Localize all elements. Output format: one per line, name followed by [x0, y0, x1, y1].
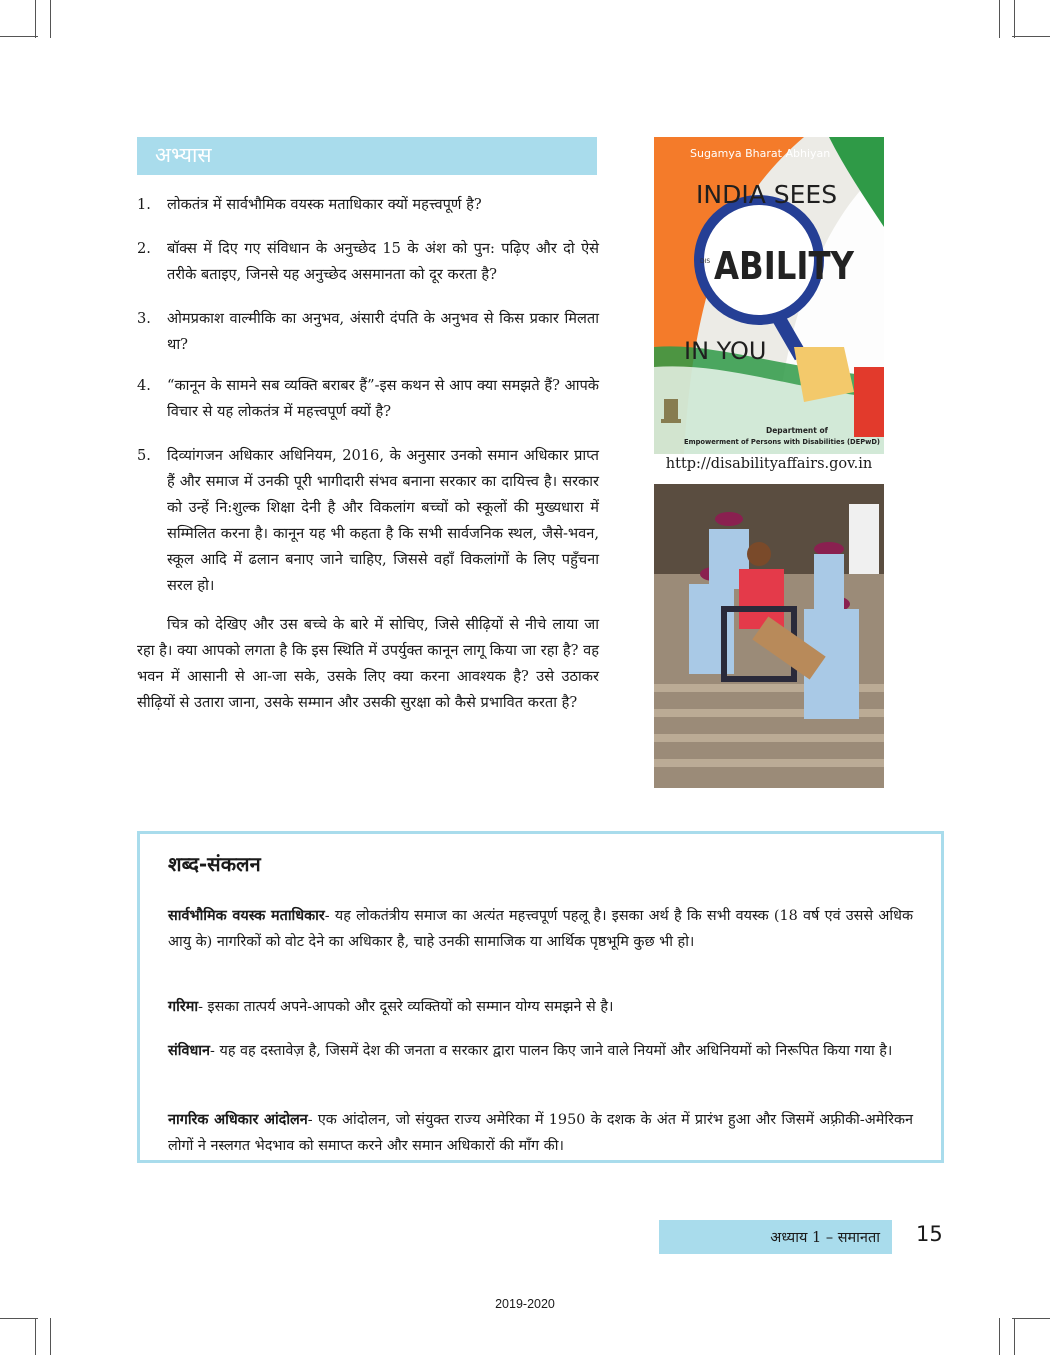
- poster-line1: INDIA SEES: [696, 180, 838, 209]
- question-number: 3.: [137, 310, 151, 327]
- hand-icon: [794, 347, 854, 402]
- chapter-footer: [659, 1220, 892, 1254]
- question-1: [137, 192, 599, 218]
- exercise-title: अभ्यास: [155, 143, 212, 167]
- poster-image: [654, 137, 884, 454]
- poster-dept1: Department of: [766, 426, 828, 435]
- question-number: 4.: [137, 377, 151, 394]
- glossary-box: [137, 831, 944, 1163]
- question-text: दिव्यांगजन अधिकार अधिनियम, 2016, के अनुसार उनको समान अधिकार प्राप्त हैं और समाज में उनकी पूरी भागीदारी संभव बनाना सरकार का दायित्त्व है। सरकार को उन्हें नि:शुल्क शिक्षा देनी है और विकलांग बच्चों को स्कूलों की मुख्यधारा में सम्मिलित करना है। कानून यह भी कहता है कि सभी सार्वजनिक स्थल, जैसे-भवन, स्कूल आदि में ढलान बनाए जाने चाहिए, जिससे वहाँ विकलांगों के लिए पहुँचना सरल हो।: [167, 447, 599, 594]
- poster-header: Sugamya Bharat Abhiyan: [690, 147, 831, 160]
- poster-word: ABILITY: [714, 244, 855, 288]
- glossary-term: सार्वभौमिक वयस्क मताधिकार: [168, 907, 325, 924]
- question-2: [137, 236, 599, 288]
- followup-paragraph: चित्र को देखिए और उस बच्चे के बारे में सोचिए, जिसे सीढ़ियों से नीचे लाया जा रहा है। क्या आपको लगता है कि इस स्थिति में उपर्युक्त कानून लागू किया जा रहा है? वह भवन में आसानी से आ-जा सके, उसके लिए क्या करना आवश्यक है? उसे उठाकर सीढ़ियों से उतारा जाना, उसके सम्मान और उसकी सुरक्षा को कैसे प्रभावित करता है?: [137, 616, 599, 711]
- poster-prefix: DIS: [700, 258, 711, 265]
- poster-line3: IN YOU: [684, 337, 767, 365]
- page-number: 15: [916, 1222, 943, 1246]
- red-block: [854, 367, 884, 437]
- question-3: [137, 306, 599, 358]
- question-text: ओमप्रकाश वाल्मीकि का अनुभव, अंसारी दंपति के अनुभव से किस प्रकार मिलता था?: [167, 310, 599, 353]
- poster-dept2: Empowerment of Persons with Disabilities (DEPwD): [684, 438, 880, 446]
- question-number: 2.: [137, 240, 151, 257]
- stairs-photo: [654, 484, 884, 788]
- question-number: 1.: [137, 196, 151, 213]
- glossary-term: गरिमा: [168, 998, 199, 1015]
- question-text: बॉक्स में दिए गए संविधान के अनुच्छेद 15 के अंश को पुन: पढ़िए और दो ऐसे तरीके बताइए, जिनसे यह अनुच्छेद असमानता को दूर करता है?: [167, 240, 599, 283]
- glossary-definition: - एक आंदोलन, जो संयुक्त राज्य अमेरिका में 1950 के दशक के अंत में प्रारंभ हुआ और जिसमें अफ़्रीकी-अमेरिकन लोगों ने नस्लगत भेदभाव को समाप्त करने और समान अधिकारों की माँग की।: [168, 1112, 914, 1154]
- glossary-term: नागरिक अधिकार आंदोलन: [168, 1111, 308, 1128]
- question-5: [137, 443, 599, 599]
- question-4: [137, 373, 599, 425]
- glossary-title: शब्द-संकलन: [168, 852, 261, 876]
- glossary-term: संविधान: [168, 1042, 211, 1059]
- glossary-definition: - यह लोकतंत्रीय समाज का अत्यंत महत्त्वपूर्ण पहलू है। इसका अर्थ है कि सभी वयस्क (18 वर्ष एवं उससे अधिक आयु के) नागरिकों को वोट देने का अधिकार है, चाहे उनकी सामाजिक या आर्थिक पृष्ठभूमि कुछ भी हो।: [168, 908, 913, 950]
- photo-graphic: [654, 484, 884, 788]
- glossary-entry: [168, 994, 913, 1020]
- poster-graphic: [654, 137, 884, 454]
- glossary-entry: [168, 903, 913, 955]
- glossary-definition: - यह वह दस्तावेज़ है, जिसमें देश की जनता व सरकार द्वारा पालन किए जाने वाले नियमों और अधिनियमों को निरूपित किया गया है।: [210, 1043, 893, 1059]
- question-text: “कानून के सामने सब व्यक्ति बराबर हैं”-इस कथन से आप क्या समझते हैं? आपके विचार से यह लोकतंत्र में महत्त्वपूर्ण क्यों है?: [167, 377, 599, 420]
- poster-url: http://disabilityaffairs.gov.in: [665, 456, 873, 472]
- chapter-label: अध्याय 1 – समानता: [770, 1230, 880, 1246]
- year-label: 2019-2020: [495, 1297, 555, 1311]
- glossary-entry: [168, 1107, 913, 1159]
- glossary-definition: - इसका तात्पर्य अपने-आपको और दूसरे व्यक्तियों को सम्मान योग्य समझने से है।: [198, 999, 614, 1015]
- question-text: लोकतंत्र में सार्वभौमिक वयस्क मताधिकार क्यों महत्त्वपूर्ण है?: [167, 196, 482, 213]
- glossary-entry: [168, 1038, 913, 1064]
- question-number: 5.: [137, 447, 151, 464]
- exercise-header: [137, 137, 597, 175]
- emblem-icon: [661, 399, 681, 423]
